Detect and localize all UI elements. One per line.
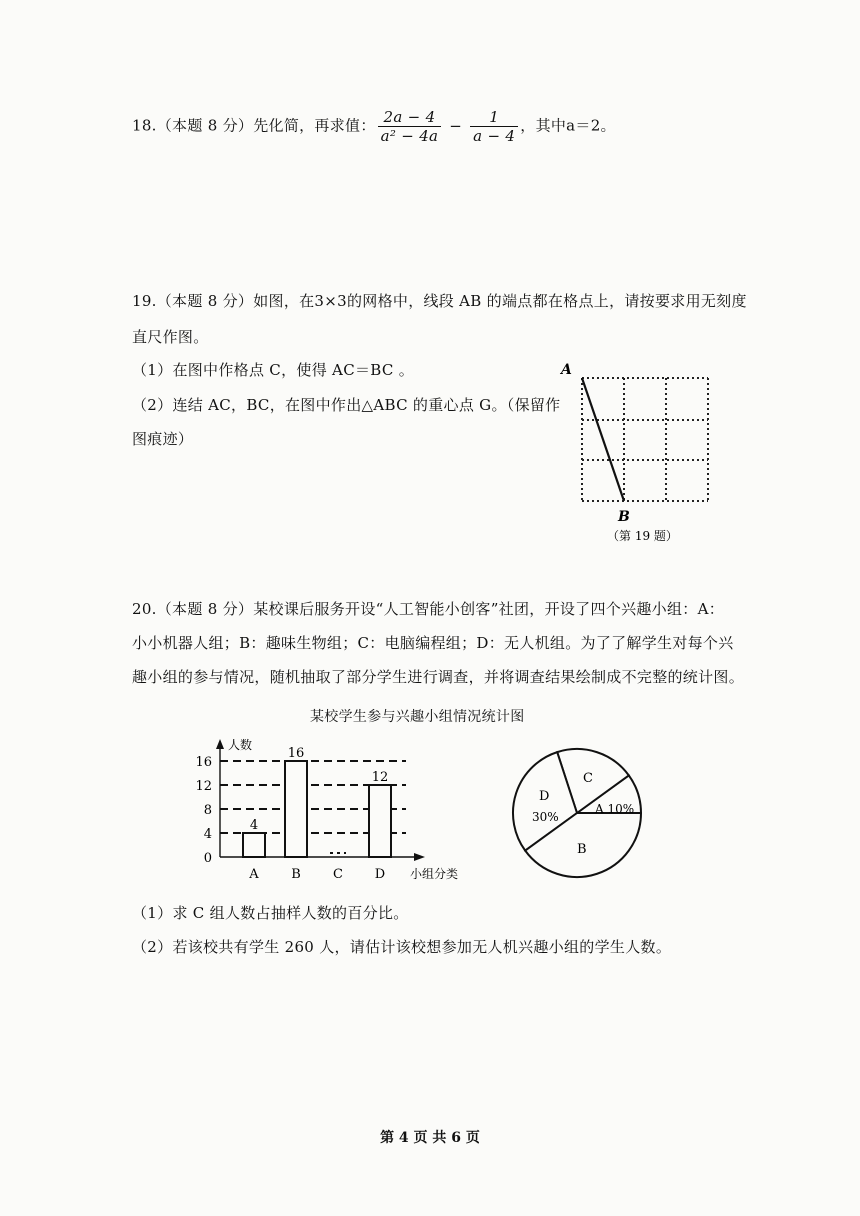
y-tick-label-12: 12 [195,779,212,794]
x-axis-label: 小组分类 [410,867,459,881]
pie-label-d-percent: 30% [532,810,559,824]
y-tick-label-0: 0 [203,851,212,866]
page-footer: 第 4 页 共 6 页 [380,1130,480,1146]
q18-frac1-denominator: a² − 4a [380,127,439,145]
q19-line-1: 19.（本题 8 分）如图，在3×3的网格中，线段 AB 的端点都在格点上，请按要求用无刻度 [132,292,747,310]
y-axis-arrow [216,739,224,749]
q18-frac1-numerator: 2a − 4 [378,108,442,127]
bar-A [243,833,265,857]
y-tick-label-8: 8 [203,803,212,818]
bar-data-label-A: 4 [249,818,259,833]
pie-label-c: C [583,771,593,786]
q20-line-3: 趣小组的参与情况，随机抽取了部分学生进行调查，并将调查结果绘制成不完整的统计图。 [132,668,745,686]
bar-data-label-B: 16 [287,746,305,761]
bar-D [369,785,391,857]
q19-part-2b: 图痕迹） [132,430,194,448]
q18-fraction-2 [470,108,518,145]
pie-chart [505,745,655,885]
bar-x-ticks [248,867,385,882]
label-point-b: B [618,509,630,525]
x-tick-label-D: D [374,867,386,882]
x-tick-label-C: C [333,867,343,882]
figure-caption: （第 19 题） [607,529,678,543]
y-tick-label-4: 4 [203,827,212,842]
q18-question [132,108,616,145]
bar-data-label-D: 12 [371,770,389,785]
label-point-a: A [561,362,572,378]
pie-label-a: A 10% [595,802,635,816]
q20-line-1: 20.（本题 8 分）某校课后服务开设“人工智能小创客”社团，开设了四个兴趣小组：A： [132,600,725,618]
q20-part-1: （1）求 C 组人数占抽样人数的百分比。 [132,904,409,922]
q20-part-2: （2）若该校共有学生 260 人，请估计该校想参加无人机兴趣小组的学生人数。 [132,938,672,956]
bar-data-labels [250,746,388,833]
q18-frac2-denominator: a − 4 [473,127,516,145]
y-tick-label-16: 16 [195,755,212,770]
pie-label-b: B [577,842,587,857]
bar-y-ticks [195,755,212,866]
bar-B [285,761,307,857]
q18-fraction-1 [378,108,442,145]
chart-title: 某校学生参与兴趣小组情况统计图 [310,709,525,725]
q19-grid-figure [555,360,730,550]
pie-label-d: D [539,789,550,804]
q19-part-1: （1）在图中作格点 C，使得 AC＝BC 。 [132,361,415,379]
segment-ab [582,378,624,501]
q18-frac2-numerator: 1 [470,108,518,127]
x-tick-label-A: A [249,867,259,882]
x-tick-label-B: B [291,867,301,882]
q19-line-2: 直尺作图。 [132,328,209,346]
q19-part-2a: （2）连结 AC，BC，在图中作出△ABC 的重心点 G。（保留作 [132,396,561,414]
grid-lines [582,378,708,501]
q18-prefix: 18.（本题 8 分）先化简，再求值： [132,116,376,135]
x-axis-arrow [414,853,425,861]
q18-suffix: ，其中a＝2。 [520,116,616,135]
q20-line-2: 小小机器人组；B：趣味生物组；C：电脑编程组；D：无人机组。为了了解学生对每个兴 [132,634,734,652]
y-axis-label: 人数 [228,738,253,752]
bar-chart [180,735,480,885]
q18-minus: − [449,116,463,135]
